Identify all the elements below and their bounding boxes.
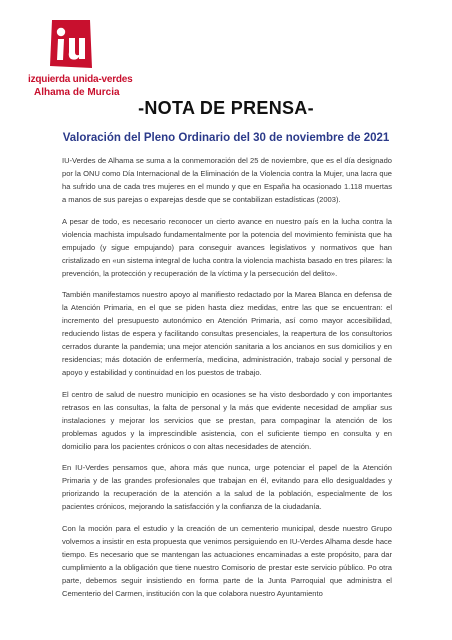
paragraph: A pesar de todo, es necesario reconocer un cierto avance en nuestro país en la lucha contra la violencia machista impulsado fundamentalmente por la potencia del movimiento feminista que ha empujado (y sigue empujando) para conseguir avances legislativos y normativos que han cristalizado en «un sistema integral de lucha contra la violencia machista basado en tres pilares: la prevención, la protección y recuperación de la víctima y la persecución del delito».	[62, 216, 392, 278]
logo-location: Alhama de Murcia	[34, 87, 120, 98]
logo-org-name: izquierda unida-verdes	[28, 74, 133, 85]
paragraph: IU-Verdes de Alhama se suma a la conmemoración del 25 de noviembre, que es el día designado por la ONU como Día Internacional de la Eliminación de la Violencia contra la Mujer, una lacra que ha sufrido una de cada tres mujeres en el mundo y que en España ha ocasionado 1.118 muertas a manos de sus parejas o exparejas desde que se contabilizan estadísticas (2003).	[62, 156, 392, 204]
document-title: -NOTA DE PRENSA-	[138, 98, 314, 118]
iu-logo-icon	[48, 18, 94, 70]
paragraph: También manifestamos nuestro apoyo al manifiesto redactado por la Marea Blanca en defensa de la Atención Primaria, en el que se piden hasta diez medidas, entre las que se encuentran: el incremento del presupuesto autonómico en Atención Primaria, así como mayor accesibilidad, reduciendo listas de espera y facilitando consultas presenciales, la reapertura de los consultorios cerrados durante la pandemia; una mejor atención sanitaria a los ancianos en sus domicilios y en residencias; más dotación de enfermería, medicina, administración, trabajo social y personal de apoyo y estabilidad y continuidad en los puestos de trabajo.	[62, 290, 392, 377]
paragraph: En IU-Verdes pensamos que, ahora más que nunca, urge potenciar el papel de la Atención Primaria y de las grandes profesionales que trabajan en él, evitando para ello desigualdades y priorizando la recuperación de la atención a la salud de la población, especialmente de los pacientes crónicos, mejorando la satisfacción y la confianza de la ciudadanía.	[62, 463, 392, 511]
paragraph: Con la moción para el estudio y la creación de un cementerio municipal, desde nuestro Grupo volvemos a insistir en esta propuesta que venimos persiguiendo en IU-Verdes Alhama desde hace tiempo. Es necesario que se mantengan las actuaciones encaminadas a este propósito, para dar cumplimiento a la obligación que tiene nuestro Comisorio de prestar este servicio público. Po otra parte, debemos seguir insistiendo en forma parte de la Junta Parroquial que administra el Cementerio del Carmen, institución con la que colabora nuestro Ayuntamiento	[62, 523, 392, 598]
paragraph: El centro de salud de nuestro municipio en ocasiones se ha visto desbordado y con importantes retrasos en las consultas, la falta de personal y la más que evidente necesidad de ampliar sus instalaciones y mejorar los servicios que se prestan, para compaginar la atención de los problemas agudos y la imprescindible asistencia, con el suficiente tiempo en consulta y en domicilio para los pacientes crónicos o con altas necesidades de atención.	[62, 389, 392, 451]
document-body	[62, 154, 392, 608]
document-subtitle: Valoración del Pleno Ordinario del 30 de noviembre de 2021	[62, 132, 390, 144]
